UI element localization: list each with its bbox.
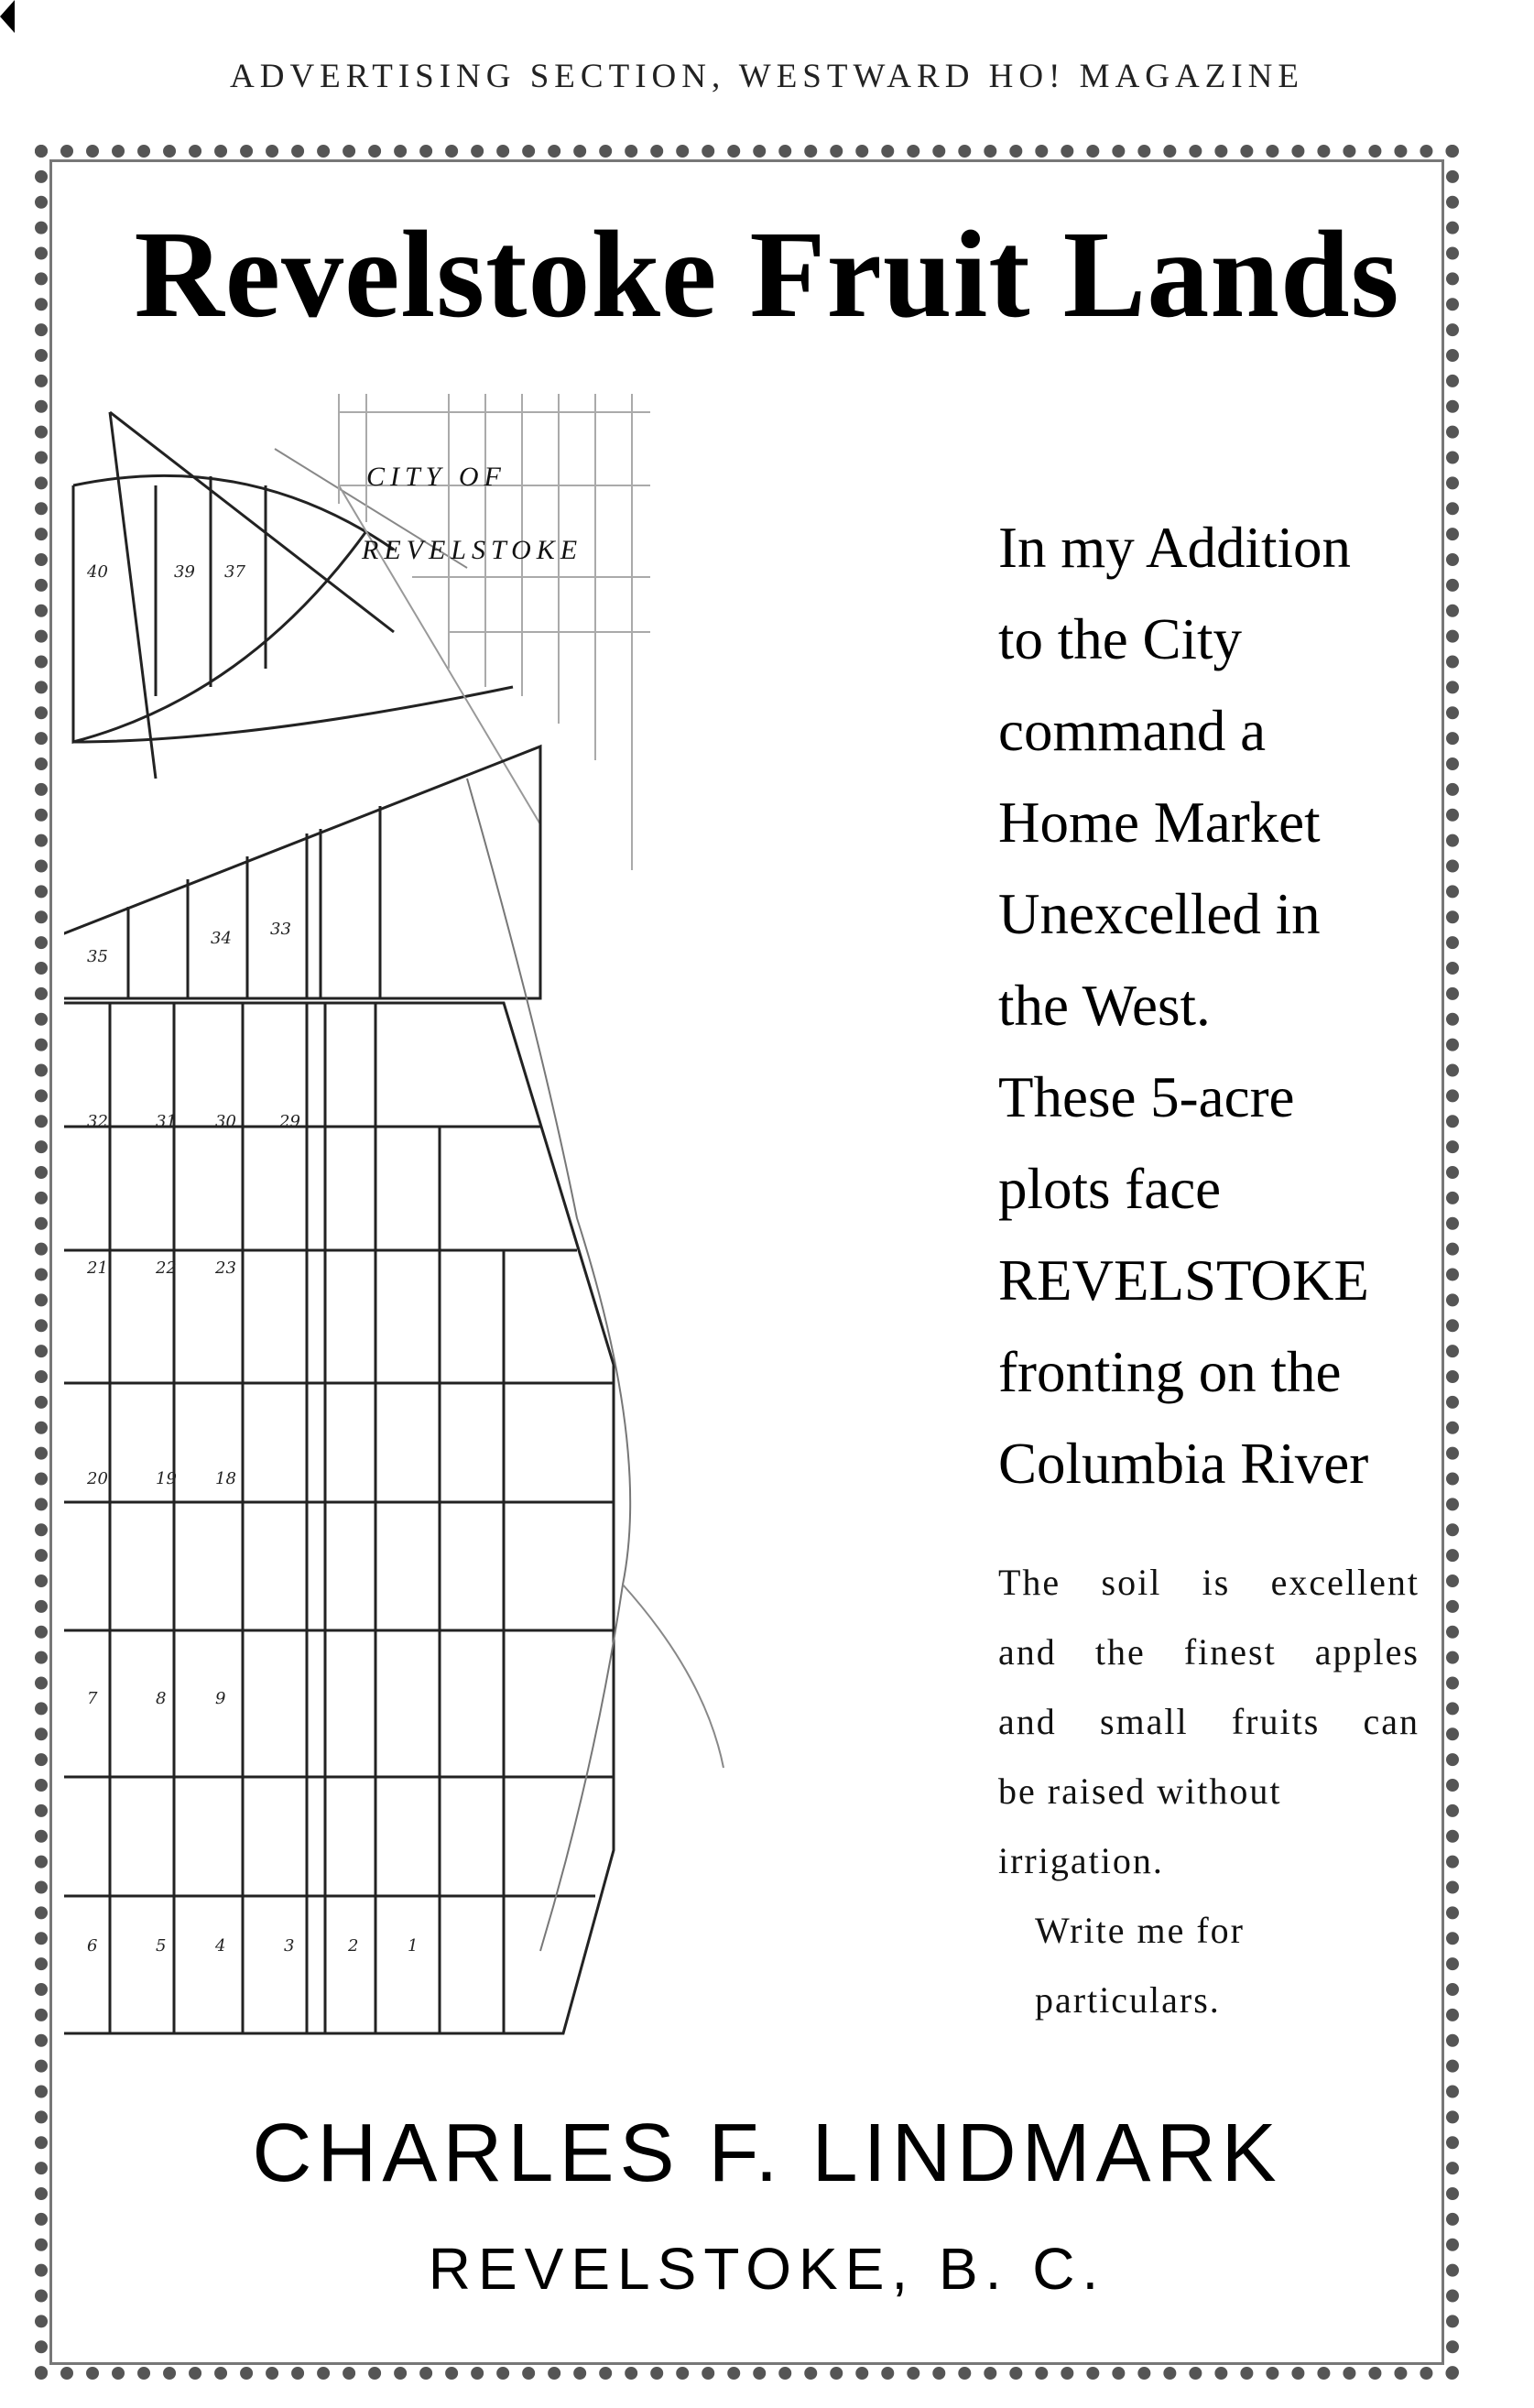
main-copy-line: Unexcelled in <box>998 882 1321 946</box>
map-lot-number: 33 <box>270 920 291 939</box>
map-lot-number: 23 <box>215 1258 236 1278</box>
secondary-copy-line: and small fruits can <box>998 1701 1420 1742</box>
map-lot-number: 30 <box>215 1112 236 1131</box>
map-lot-number: 8 <box>156 1689 167 1708</box>
map-lot-number: 34 <box>211 929 232 948</box>
map-lot-number: 35 <box>87 947 108 966</box>
map-lot-number: 3 <box>284 1936 295 1956</box>
advertiser-name: CHARLES F. LINDMARK <box>252 2108 1282 2199</box>
map-lot-number: 22 <box>156 1258 177 1278</box>
map-lot-number: 32 <box>87 1112 108 1131</box>
main-copy-line: plots face <box>998 1157 1222 1221</box>
main-copy-line: to the City <box>998 607 1242 671</box>
map-lot-number: 4 <box>215 1936 226 1956</box>
map-lot-number: 39 <box>174 562 195 582</box>
main-copy-line: the West. <box>998 974 1211 1038</box>
main-copy-line: These 5-acre <box>998 1065 1295 1129</box>
ad-secondary-copy <box>998 1548 1420 2035</box>
map-lot-number: 31 <box>156 1112 177 1131</box>
secondary-copy-line: be raised without <box>998 1771 1282 1812</box>
map-lot-number: 18 <box>215 1469 236 1488</box>
secondary-copy-line: irrigation. <box>998 1840 1164 1881</box>
magazine-section-header: ADVERTISING SECTION, WESTWARD HO! MAGAZINE <box>230 58 1304 95</box>
secondary-copy-line: and the finest apples <box>998 1631 1420 1673</box>
map-lot-number: 37 <box>224 562 245 582</box>
secondary-copy-line: The soil is excellent <box>998 1562 1420 1603</box>
ad-title: Revelstoke Fruit Lands <box>134 206 1400 343</box>
map-lot-number: 29 <box>279 1112 300 1131</box>
main-copy-line: command a <box>998 699 1267 763</box>
map-lot-number: 5 <box>156 1936 167 1956</box>
map-lot-number: 21 <box>87 1258 108 1278</box>
main-copy-line: REVELSTOKE <box>998 1248 1369 1313</box>
map-lot-number: 40 <box>87 562 108 582</box>
main-copy-line: fronting on the <box>998 1340 1342 1404</box>
subdivision-map-svg <box>64 394 980 2088</box>
map-lot-number: 19 <box>156 1469 177 1488</box>
map-lot-number: 20 <box>87 1469 108 1488</box>
advertiser-location: REVELSTOKE, B. C. <box>428 2236 1106 2302</box>
map-lot-number: 7 <box>87 1689 98 1708</box>
ad-main-copy <box>998 502 1438 1509</box>
map-lot-number: 2 <box>348 1936 359 1956</box>
map-lot-number: 9 <box>215 1689 226 1708</box>
main-copy-line: Columbia River <box>998 1432 1369 1496</box>
map-city-label-line1: CITY OF <box>366 462 506 492</box>
map-lot-number: 6 <box>87 1936 98 1956</box>
map-curved-road <box>73 485 366 742</box>
main-copy-line: Home Market <box>998 790 1321 855</box>
page-corner-mark <box>0 0 15 33</box>
subdivision-map <box>64 394 980 2088</box>
secondary-copy-line: Write me for <box>1035 1910 1245 1951</box>
map-city-label-line2: REVELSTOKE <box>362 535 583 565</box>
map-lot-number: 1 <box>408 1936 419 1956</box>
secondary-copy-line: particulars. <box>1035 1979 1221 2021</box>
main-copy-line: In my Addition <box>998 516 1352 580</box>
